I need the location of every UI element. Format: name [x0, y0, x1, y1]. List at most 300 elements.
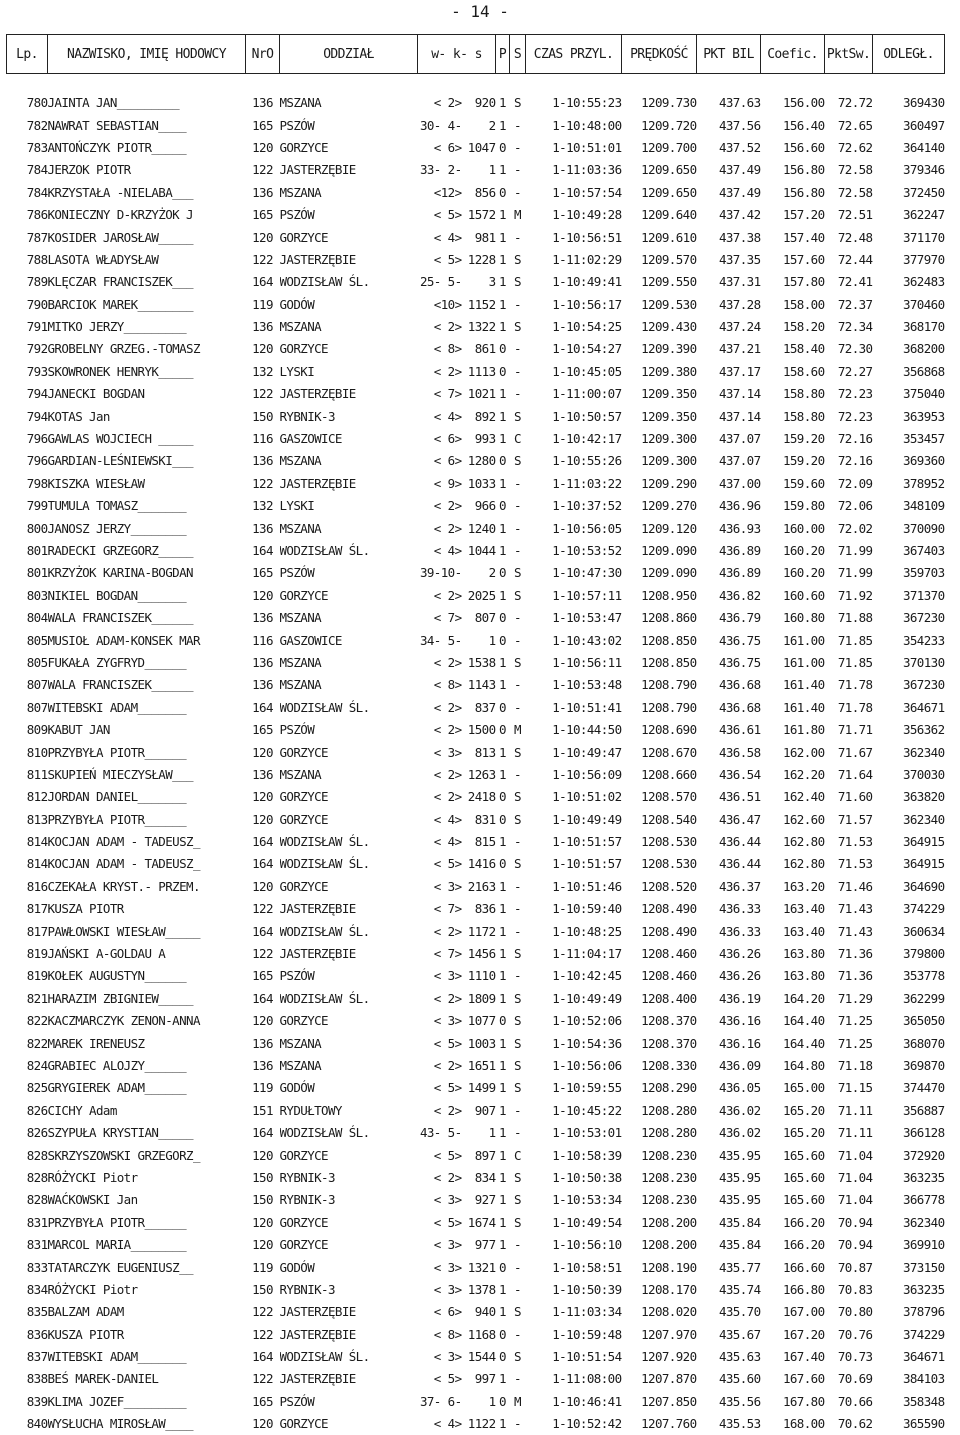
cell-count: 1152: [462, 294, 496, 316]
cell-lp: 834: [7, 1279, 48, 1301]
cell-time: 1-10:53:47: [526, 607, 622, 629]
table-row: [7, 1323, 945, 1345]
cell-coefic: 165.00: [761, 1077, 825, 1099]
cell-s: C: [510, 428, 526, 450]
cell-time: 1-10:58:51: [526, 1256, 622, 1278]
cell-coefic: 166.80: [761, 1279, 825, 1301]
cell-nro: 136: [246, 182, 280, 204]
header-p: P: [496, 35, 510, 74]
table-row: [7, 338, 945, 360]
cell-distance: 367403: [873, 540, 945, 562]
cell-lp: 811: [7, 764, 48, 786]
cell-wks: < 7>: [418, 607, 462, 629]
cell-wks: < 5>: [418, 1077, 462, 1099]
cell-nro: 136: [246, 92, 280, 114]
cell-wks: < 2>: [418, 495, 462, 517]
cell-speed: 1208.690: [622, 719, 697, 741]
cell-coefic: 168.00: [761, 1413, 825, 1435]
cell-speed: 1208.950: [622, 585, 697, 607]
cell-time: 1-10:56:10: [526, 1234, 622, 1256]
cell-speed: 1207.850: [622, 1391, 697, 1413]
cell-distance: 362483: [873, 271, 945, 293]
cell-points: 436.16: [697, 1010, 761, 1032]
cell-s: S: [510, 1346, 526, 1368]
cell-points: 436.47: [697, 809, 761, 831]
cell-coefic: 163.20: [761, 876, 825, 898]
cell-lp: 805: [7, 652, 48, 674]
cell-speed: 1209.650: [622, 182, 697, 204]
cell-points: 436.89: [697, 562, 761, 584]
cell-lp: 814: [7, 831, 48, 853]
table-row: [7, 1346, 945, 1368]
cell-time: 1-10:48:00: [526, 114, 622, 136]
cell-wks: < 2>: [418, 988, 462, 1010]
table-row: [7, 607, 945, 629]
cell-s: -: [510, 338, 526, 360]
cell-pktsw: 72.72: [825, 92, 873, 114]
cell-pktsw: 71.85: [825, 629, 873, 651]
cell-nro: 116: [246, 629, 280, 651]
cell-name: JAINTA JAN_________: [48, 92, 246, 114]
cell-distance: 371170: [873, 226, 945, 248]
header-name: NAZWISKO, IMIĘ HODOWCY: [48, 35, 246, 74]
cell-speed: 1208.370: [622, 1010, 697, 1032]
cell-count: 2: [462, 114, 496, 136]
cell-points: 437.24: [697, 316, 761, 338]
table-row: [7, 876, 945, 898]
cell-name: GAWLAS WOJCIECH _____: [48, 428, 246, 450]
header-branch: ODDZIAŁ: [280, 35, 418, 74]
cell-distance: 370130: [873, 652, 945, 674]
cell-nro: 122: [246, 1368, 280, 1390]
cell-count: 1572: [462, 204, 496, 226]
cell-speed: 1208.170: [622, 1279, 697, 1301]
cell-distance: 362340: [873, 1212, 945, 1234]
cell-name: MITKO JERZY_________: [48, 316, 246, 338]
cell-pktsw: 71.78: [825, 697, 873, 719]
cell-points: 436.93: [697, 517, 761, 539]
cell-name: CICHY Adam: [48, 1100, 246, 1122]
cell-speed: 1208.280: [622, 1122, 697, 1144]
cell-speed: 1208.660: [622, 764, 697, 786]
cell-wks: 37- 6-: [418, 1391, 462, 1413]
cell-speed: 1209.300: [622, 428, 697, 450]
cell-points: 437.56: [697, 114, 761, 136]
cell-speed: 1208.490: [622, 898, 697, 920]
cell-time: 1-10:45:22: [526, 1100, 622, 1122]
cell-nro: 165: [246, 562, 280, 584]
cell-count: 993: [462, 428, 496, 450]
cell-branch: GORZYCE: [280, 1144, 418, 1166]
table-row: [7, 1391, 945, 1413]
cell-wks: < 2>: [418, 517, 462, 539]
cell-wks: < 6>: [418, 1301, 462, 1323]
cell-nro: 120: [246, 876, 280, 898]
cell-time: 1-10:59:55: [526, 1077, 622, 1099]
header-coefic: Coefic.: [761, 35, 825, 74]
cell-wks: < 3>: [418, 741, 462, 763]
cell-s: -: [510, 1279, 526, 1301]
cell-coefic: 162.80: [761, 853, 825, 875]
cell-nro: 136: [246, 652, 280, 674]
cell-speed: 1208.290: [622, 1077, 697, 1099]
cell-count: 1538: [462, 652, 496, 674]
cell-points: 436.82: [697, 585, 761, 607]
cell-branch: WODZISŁAW ŚL.: [280, 271, 418, 293]
cell-pktsw: 72.62: [825, 137, 873, 159]
cell-time: 1-10:54:36: [526, 1032, 622, 1054]
cell-branch: GORZYCE: [280, 1212, 418, 1234]
cell-lp: 816: [7, 876, 48, 898]
cell-coefic: 158.60: [761, 361, 825, 383]
cell-branch: JASTERZĘBIE: [280, 1301, 418, 1323]
table-row: [7, 943, 945, 965]
cell-name: MARCOL MARIA________: [48, 1234, 246, 1256]
cell-name: PRZYBYŁA PIOTR______: [48, 809, 246, 831]
cell-s: -: [510, 159, 526, 181]
cell-nro: 164: [246, 920, 280, 942]
cell-s: S: [510, 1077, 526, 1099]
cell-time: 1-10:49:49: [526, 809, 622, 831]
cell-distance: 369910: [873, 1234, 945, 1256]
cell-time: 1-10:42:17: [526, 428, 622, 450]
table-row: [7, 204, 945, 226]
cell-count: 1674: [462, 1212, 496, 1234]
cell-wks: < 4>: [418, 1413, 462, 1435]
cell-nro: 164: [246, 1122, 280, 1144]
cell-p: 1: [496, 1122, 510, 1144]
cell-nro: 122: [246, 1323, 280, 1345]
cell-branch: GODÓW: [280, 294, 418, 316]
cell-distance: 364140: [873, 137, 945, 159]
cell-wks: < 2>: [418, 652, 462, 674]
cell-branch: RYBNIK-3: [280, 1279, 418, 1301]
table-row: [7, 316, 945, 338]
cell-p: 0: [496, 853, 510, 875]
cell-speed: 1208.200: [622, 1234, 697, 1256]
cell-nro: 164: [246, 988, 280, 1010]
cell-points: 435.60: [697, 1368, 761, 1390]
cell-distance: 354233: [873, 629, 945, 651]
cell-time: 1-11:02:29: [526, 249, 622, 271]
cell-coefic: 159.60: [761, 473, 825, 495]
cell-count: 1003: [462, 1032, 496, 1054]
cell-nro: 119: [246, 294, 280, 316]
table-row: [7, 1144, 945, 1166]
cell-branch: JASTERZĘBIE: [280, 898, 418, 920]
cell-pktsw: 71.11: [825, 1122, 873, 1144]
cell-time: 1-10:56:51: [526, 226, 622, 248]
cell-count: 1021: [462, 383, 496, 405]
cell-coefic: 161.40: [761, 697, 825, 719]
cell-count: 3: [462, 271, 496, 293]
cell-name: WITEBSKI ADAM_______: [48, 697, 246, 719]
cell-name: SZYPUŁA KRYSTIAN_____: [48, 1122, 246, 1144]
cell-speed: 1209.380: [622, 361, 697, 383]
table-header: [7, 35, 945, 74]
cell-count: 966: [462, 495, 496, 517]
cell-p: 1: [496, 540, 510, 562]
cell-lp: 828: [7, 1167, 48, 1189]
cell-coefic: 160.00: [761, 517, 825, 539]
cell-count: 1077: [462, 1010, 496, 1032]
cell-points: 437.21: [697, 338, 761, 360]
cell-nro: 164: [246, 271, 280, 293]
cell-points: 436.33: [697, 920, 761, 942]
cell-count: 1500: [462, 719, 496, 741]
cell-p: 0: [496, 607, 510, 629]
cell-count: 1143: [462, 674, 496, 696]
cell-distance: 371370: [873, 585, 945, 607]
cell-branch: MSZANA: [280, 182, 418, 204]
cell-count: 1: [462, 1391, 496, 1413]
cell-lp: 813: [7, 809, 48, 831]
cell-count: 831: [462, 809, 496, 831]
cell-name: WAĆKOWSKI Jan: [48, 1189, 246, 1211]
cell-distance: 367230: [873, 674, 945, 696]
cell-lp: 826: [7, 1100, 48, 1122]
cell-points: 435.84: [697, 1234, 761, 1256]
cell-points: 435.67: [697, 1323, 761, 1345]
cell-lp: 790: [7, 294, 48, 316]
cell-branch: GORZYCE: [280, 809, 418, 831]
cell-lp: 817: [7, 898, 48, 920]
table-row: [7, 1234, 945, 1256]
cell-coefic: 160.80: [761, 607, 825, 629]
cell-pktsw: 71.64: [825, 764, 873, 786]
cell-lp: 826: [7, 1122, 48, 1144]
cell-wks: 43- 5-: [418, 1122, 462, 1144]
cell-lp: 837: [7, 1346, 48, 1368]
cell-points: 437.14: [697, 405, 761, 427]
cell-time: 1-10:56:05: [526, 517, 622, 539]
cell-s: -: [510, 831, 526, 853]
cell-p: 1: [496, 652, 510, 674]
cell-wks: < 8>: [418, 674, 462, 696]
cell-wks: < 2>: [418, 361, 462, 383]
cell-wks: < 2>: [418, 92, 462, 114]
cell-coefic: 161.00: [761, 629, 825, 651]
cell-wks: < 3>: [418, 1346, 462, 1368]
cell-branch: RYBNIK-3: [280, 1189, 418, 1211]
cell-time: 1-10:50:57: [526, 405, 622, 427]
cell-points: 436.02: [697, 1100, 761, 1122]
cell-coefic: 158.00: [761, 294, 825, 316]
cell-count: 837: [462, 697, 496, 719]
cell-p: 1: [496, 1100, 510, 1122]
cell-distance: 353778: [873, 965, 945, 987]
cell-speed: 1208.460: [622, 943, 697, 965]
cell-s: -: [510, 517, 526, 539]
cell-s: -: [510, 1368, 526, 1390]
cell-speed: 1208.230: [622, 1144, 697, 1166]
cell-points: 436.16: [697, 1032, 761, 1054]
cell-name: KLIMA JOZEF_________: [48, 1391, 246, 1413]
cell-nro: 150: [246, 1189, 280, 1211]
cell-coefic: 167.80: [761, 1391, 825, 1413]
cell-time: 1-10:51:46: [526, 876, 622, 898]
table-row: [7, 1010, 945, 1032]
cell-branch: JASTERZĘBIE: [280, 383, 418, 405]
cell-branch: GORZYCE: [280, 338, 418, 360]
cell-wks: < 7>: [418, 898, 462, 920]
cell-pktsw: 72.41: [825, 271, 873, 293]
cell-nro: 132: [246, 361, 280, 383]
cell-coefic: 167.20: [761, 1323, 825, 1345]
cell-lp: 831: [7, 1212, 48, 1234]
cell-distance: 364915: [873, 853, 945, 875]
cell-pktsw: 72.06: [825, 495, 873, 517]
cell-branch: WODZISŁAW ŚL.: [280, 1122, 418, 1144]
cell-points: 436.51: [697, 786, 761, 808]
cell-distance: 356887: [873, 1100, 945, 1122]
cell-time: 1-10:51:57: [526, 853, 622, 875]
results-table: [6, 34, 945, 1435]
cell-pktsw: 72.16: [825, 450, 873, 472]
cell-p: 1: [496, 249, 510, 271]
cell-time: 1-10:51:57: [526, 831, 622, 853]
cell-count: 997: [462, 1368, 496, 1390]
cell-nro: 136: [246, 450, 280, 472]
cell-count: 834: [462, 1167, 496, 1189]
cell-time: 1-10:48:25: [526, 920, 622, 942]
cell-points: 435.95: [697, 1167, 761, 1189]
cell-nro: 164: [246, 831, 280, 853]
cell-lp: 825: [7, 1077, 48, 1099]
cell-points: 436.61: [697, 719, 761, 741]
cell-speed: 1208.020: [622, 1301, 697, 1323]
header-points: PKT BIL: [697, 35, 761, 74]
cell-p: 1: [496, 473, 510, 495]
cell-pktsw: 71.43: [825, 898, 873, 920]
cell-time: 1-10:55:26: [526, 450, 622, 472]
cell-wks: < 2>: [418, 697, 462, 719]
cell-s: M: [510, 719, 526, 741]
table-row: [7, 540, 945, 562]
cell-speed: 1209.290: [622, 473, 697, 495]
cell-distance: 374229: [873, 1323, 945, 1345]
cell-pktsw: 70.76: [825, 1323, 873, 1345]
cell-s: -: [510, 137, 526, 159]
cell-p: 0: [496, 629, 510, 651]
table-row: [7, 652, 945, 674]
cell-name: KRZYŻOK KARINA-BOGDAN: [48, 562, 246, 584]
cell-time: 1-10:56:17: [526, 294, 622, 316]
cell-count: 861: [462, 338, 496, 360]
table-row: [7, 159, 945, 181]
cell-speed: 1208.330: [622, 1055, 697, 1077]
cell-time: 1-10:43:02: [526, 629, 622, 651]
cell-s: -: [510, 1122, 526, 1144]
cell-distance: 378796: [873, 1301, 945, 1323]
cell-s: C: [510, 1144, 526, 1166]
cell-count: 2025: [462, 585, 496, 607]
cell-coefic: 157.80: [761, 271, 825, 293]
cell-name: PRZYBYŁA PIOTR______: [48, 1212, 246, 1234]
cell-count: 807: [462, 607, 496, 629]
cell-wks: < 5>: [418, 853, 462, 875]
table-row: [7, 114, 945, 136]
cell-p: 1: [496, 294, 510, 316]
cell-name: BEŚ MAREK-DANIEL: [48, 1368, 246, 1390]
cell-pktsw: 70.83: [825, 1279, 873, 1301]
cell-s: -: [510, 294, 526, 316]
cell-nro: 164: [246, 1346, 280, 1368]
cell-lp: 788: [7, 249, 48, 271]
cell-points: 435.77: [697, 1256, 761, 1278]
cell-count: 836: [462, 898, 496, 920]
cell-s: S: [510, 741, 526, 763]
cell-s: -: [510, 361, 526, 383]
cell-wks: < 2>: [418, 1100, 462, 1122]
cell-pktsw: 72.34: [825, 316, 873, 338]
cell-pktsw: 71.25: [825, 1010, 873, 1032]
cell-pktsw: 71.71: [825, 719, 873, 741]
cell-distance: 363235: [873, 1167, 945, 1189]
cell-distance: 368200: [873, 338, 945, 360]
cell-distance: 358348: [873, 1391, 945, 1413]
cell-s: -: [510, 1100, 526, 1122]
cell-wks: < 3>: [418, 965, 462, 987]
cell-nro: 120: [246, 1144, 280, 1166]
cell-lp: 836: [7, 1323, 48, 1345]
cell-p: 0: [496, 1323, 510, 1345]
table-row: [7, 674, 945, 696]
cell-lp: 831: [7, 1234, 48, 1256]
cell-lp: 807: [7, 674, 48, 696]
cell-p: 0: [496, 1346, 510, 1368]
cell-points: 436.75: [697, 629, 761, 651]
cell-pktsw: 70.94: [825, 1212, 873, 1234]
cell-s: -: [510, 226, 526, 248]
cell-wks: < 4>: [418, 405, 462, 427]
cell-branch: WODZISŁAW ŚL.: [280, 831, 418, 853]
cell-count: 815: [462, 831, 496, 853]
cell-wks: < 2>: [418, 316, 462, 338]
table-row: [7, 719, 945, 741]
cell-nro: 122: [246, 159, 280, 181]
cell-coefic: 163.40: [761, 920, 825, 942]
cell-distance: 363235: [873, 1279, 945, 1301]
cell-points: 435.95: [697, 1144, 761, 1166]
cell-lp: 780: [7, 92, 48, 114]
cell-p: 1: [496, 965, 510, 987]
cell-nro: 136: [246, 674, 280, 696]
cell-coefic: 158.80: [761, 405, 825, 427]
cell-lp: 838: [7, 1368, 48, 1390]
cell-wks: < 4>: [418, 226, 462, 248]
cell-nro: 122: [246, 1301, 280, 1323]
cell-branch: GORZYCE: [280, 1234, 418, 1256]
cell-coefic: 161.00: [761, 652, 825, 674]
cell-distance: 370030: [873, 764, 945, 786]
table-row: [7, 562, 945, 584]
cell-points: 436.54: [697, 764, 761, 786]
cell-name: ANTOŃCZYK PIOTR_____: [48, 137, 246, 159]
cell-coefic: 164.40: [761, 1032, 825, 1054]
cell-s: S: [510, 405, 526, 427]
cell-nro: 132: [246, 495, 280, 517]
cell-wks: 33- 2-: [418, 159, 462, 181]
cell-name: LASOTA WŁADYSŁAW: [48, 249, 246, 271]
cell-pktsw: 70.87: [825, 1256, 873, 1278]
cell-time: 1-10:54:27: [526, 338, 622, 360]
cell-wks: < 2>: [418, 719, 462, 741]
cell-pktsw: 71.11: [825, 1100, 873, 1122]
cell-distance: 369870: [873, 1055, 945, 1077]
table-row: [7, 271, 945, 293]
cell-count: 1378: [462, 1279, 496, 1301]
